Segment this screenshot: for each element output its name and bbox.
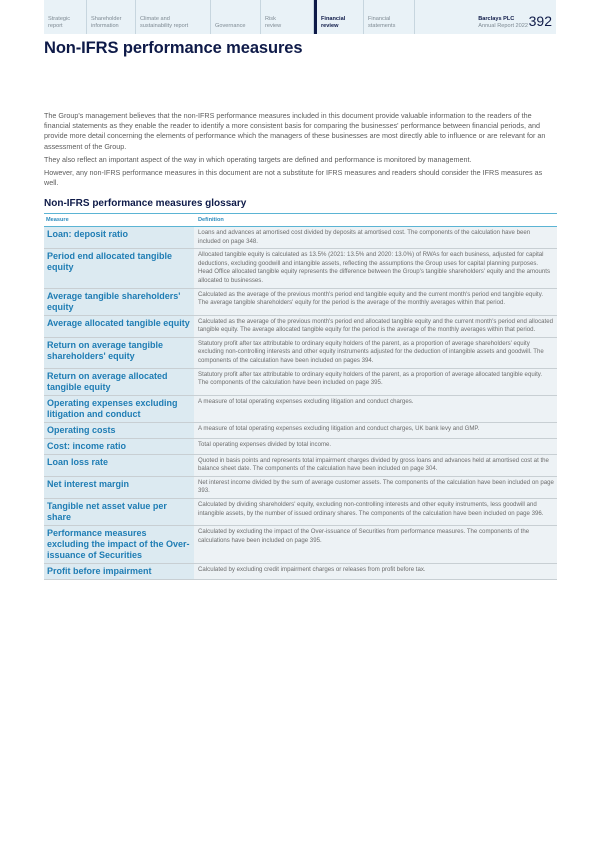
measure-name: Performance measures excluding the impact of the Over-issuance of Securities — [44, 526, 194, 563]
table-row — [44, 369, 557, 396]
table-header — [44, 214, 557, 227]
intro-paragraph: They also reflect an important aspect of the way in which operating targets are defined and performance is monitored by management. — [44, 154, 472, 164]
table-row — [44, 316, 557, 338]
nav-label: review — [265, 23, 282, 29]
intro-paragraph: However, any non-IFRS performance measures in this document are not a substitute for IFRS measures and readers should consider the IFRS measures as well. — [44, 168, 543, 188]
measure-name: Average allocated tangible equity — [44, 316, 194, 337]
measure-name: Loan loss rate — [44, 455, 194, 476]
nav-label: Governance — [215, 23, 246, 29]
nav-label — [215, 16, 256, 23]
measure-definition: Net interest income divided by the sum of average customer assets. The components of the calculation have been included on page 393. — [194, 477, 557, 498]
column-header-measure: Measure — [46, 217, 69, 223]
nav-label: statements — [368, 23, 396, 29]
table-row — [44, 499, 557, 526]
page-title: Non-IFRS performance measures — [44, 39, 303, 57]
page-number: 392 — [528, 13, 552, 29]
nav-governance[interactable] — [211, 0, 261, 34]
measure-definition: Calculated as the average of the previous month's period end allocated tangible equity and the current month's period end allocated tangible equity. The average allocated tangible equity for the period is the average of the monthly averages within that period. — [194, 316, 557, 337]
measure-name: Return on average tangible shareholders' equity — [44, 338, 194, 368]
measure-name: Loan: deposit ratio — [44, 227, 194, 248]
column-header-definition: Definition — [198, 217, 224, 223]
table-row — [44, 227, 557, 249]
nav-label: information — [91, 23, 119, 29]
table-row — [44, 439, 557, 455]
table-row — [44, 396, 557, 423]
nav-label: Climate and — [140, 16, 170, 22]
measure-name: Cost: income ratio — [44, 439, 194, 454]
glossary-title: Non-IFRS performance measures glossary — [44, 198, 247, 209]
nav-strategic-report[interactable] — [44, 0, 87, 34]
measure-definition: Statutory profit after tax attributable to ordinary equity holders of the parent, as a proportion of average shareholders' equity excluding non-controlling interests and other equity instruments adjusted for the deduction of intangible assets and goodwill. The components of the calculation have been included on pages 394. — [194, 338, 557, 368]
table-row — [44, 249, 557, 288]
glossary-table — [44, 213, 557, 580]
table-row — [44, 423, 557, 439]
measure-definition: Calculated as the average of the previous month's period end tangible equity and the current month's period end tangible equity. The average tangible shareholders' equity for the period is the average of the monthly averages within that period. — [194, 289, 557, 315]
nav-shareholder-information[interactable] — [87, 0, 136, 34]
nav-climate-sustainability-report[interactable] — [136, 0, 211, 34]
report-name: Annual Report 2022 — [478, 23, 528, 29]
section-navigation — [44, 0, 556, 34]
nav-label: Shareholder — [91, 16, 122, 22]
table-row — [44, 564, 557, 580]
table-row — [44, 338, 557, 369]
measure-definition: Statutory profit after tax attributable to ordinary equity holders of the parent, as a proportion of average allocated tangible equity. The components of the calculation have been included on page 395. — [194, 369, 557, 395]
nav-label: Risk — [265, 16, 276, 22]
nav-label: Strategic — [48, 16, 71, 22]
measure-definition: A measure of total operating expenses excluding litigation and conduct charges. — [194, 396, 557, 422]
nav-label: sustainability report — [140, 23, 189, 29]
measure-definition: Quoted in basis points and represents total impairment charges divided by gross loans and advances held at amortised cost at the balance sheet date. The components of the calculation have been included on page 304. — [194, 455, 557, 476]
measure-definition: A measure of total operating expenses excluding litigation and conduct charges, UK bank levy and GMP. — [194, 423, 557, 438]
table-row — [44, 477, 557, 499]
nav-label: review — [321, 23, 339, 29]
measure-definition: Total operating expenses divided by total income. — [194, 439, 557, 454]
table-row — [44, 289, 557, 316]
measure-name: Profit before impairment — [44, 564, 194, 579]
report-brand — [478, 16, 528, 30]
measure-name: Tangible net asset value per share — [44, 499, 194, 525]
measure-name: Average tangible shareholders' equity — [44, 289, 194, 315]
measure-name: Return on average allocated tangible equity — [44, 369, 194, 395]
measure-definition: Allocated tangible equity is calculated as 13.5% (2021: 13.5% and 2020: 13.0%) of RWAs for each business, adjusted for capital deductions, excluding goodwill and intangible assets, reflecting the assumptions the Group uses for capital planning purposes. Head Office allocated tangible equity represents the difference between the Group's tangible shareholders' equity and the amounts allocated to businesses. — [194, 249, 557, 287]
intro-paragraph: The Group's management believes that the non-IFRS performance measures included in this document provide valuable information to the readers of the financial statements as they enable the reader to identify a more consistent basis for comparing the businesses' performance between financial periods, and provide more detail concerning the elements of performance which the managers of these businesses are most directly able to influence or are relevant for an assessment of the Group. — [44, 111, 546, 151]
company-name: Barclays PLC — [478, 16, 515, 22]
measure-name: Period end allocated tangible equity — [44, 249, 194, 287]
nav-label: Financial — [368, 16, 391, 22]
intro-text — [44, 111, 558, 191]
measure-definition: Calculated by dividing shareholders' equity, excluding non-controlling interests and other equity instruments, less goodwill and intangible assets, by the number of issued ordinary shares. The components of the calculation have been included on page 396. — [194, 499, 557, 525]
nav-financial-statements[interactable] — [364, 0, 415, 34]
measure-name: Operating expenses excluding litigation and conduct — [44, 396, 194, 422]
nav-risk-review[interactable] — [261, 0, 314, 34]
measure-definition: Loans and advances at amortised cost divided by deposits at amortised cost. The components of the calculation have been included on page 348. — [194, 227, 557, 248]
nav-label: Financial — [321, 16, 346, 22]
nav-financial-review[interactable] — [314, 0, 364, 34]
measure-name: Operating costs — [44, 423, 194, 438]
nav-label: report — [48, 23, 63, 29]
table-row — [44, 455, 557, 477]
measure-definition: Calculated by excluding the impact of the Over-issuance of Securities from performance measures. The components of the calculations have been included on page 395. — [194, 526, 557, 563]
table-row — [44, 526, 557, 564]
measure-definition: Calculated by excluding credit impairment charges or releases from profit before tax. — [194, 564, 557, 579]
measure-name: Net interest margin — [44, 477, 194, 498]
